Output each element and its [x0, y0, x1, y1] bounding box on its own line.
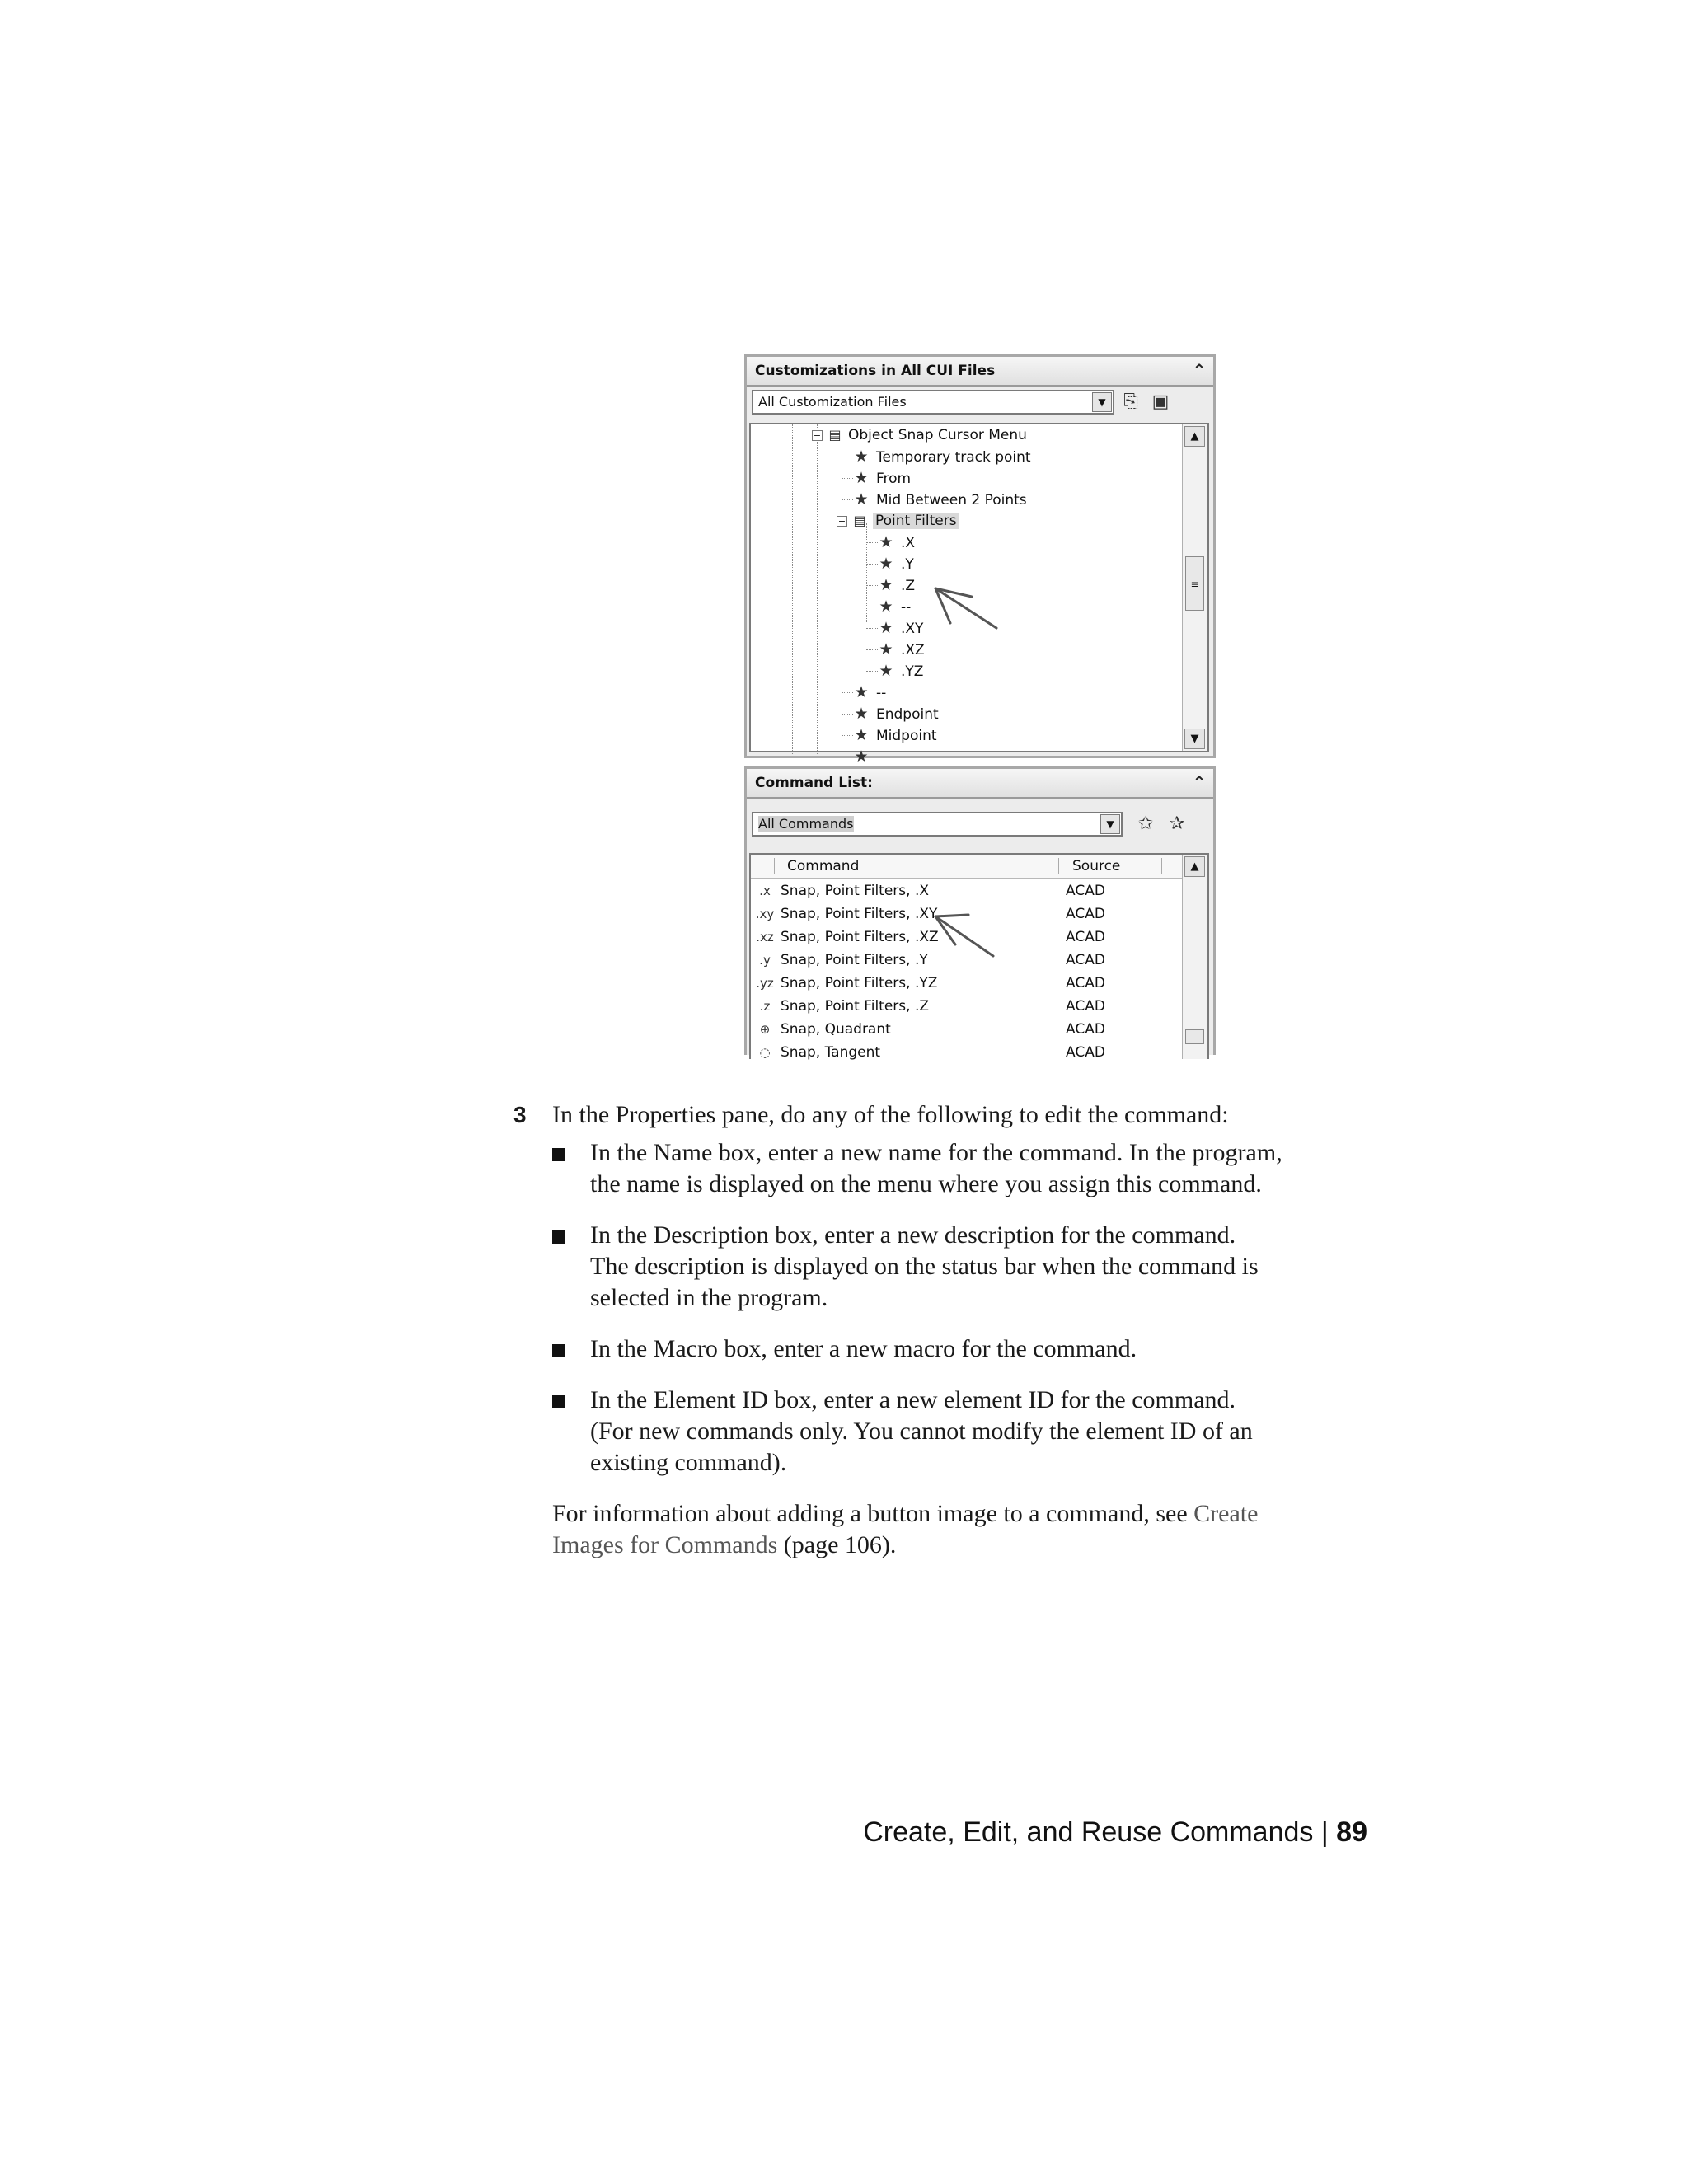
new-command-icon[interactable]: ✩	[1137, 813, 1154, 834]
star-icon: ★	[854, 726, 869, 744]
star-icon: ★	[879, 662, 893, 680]
command-filter-value: All Commands	[758, 816, 854, 832]
tree-node-temporary-track-point[interactable]: ★ Temporary track point	[851, 446, 1031, 467]
command-filter-combo[interactable]	[752, 812, 1123, 837]
command-row[interactable]: .xy Snap, Point Filters, .XY ACAD	[751, 902, 1183, 926]
bullet-description-box: In the Description box, enter a new description for the command. The description is displayed on the status bar when the command is selected in the program.	[590, 1221, 1259, 1311]
scroll-down-icon[interactable]: ▼	[1184, 729, 1205, 749]
tree-node-separator[interactable]: ★ --	[876, 596, 911, 617]
find-command-icon[interactable]: ✰	[1169, 813, 1185, 834]
tree-node-z[interactable]: ★ .Z	[876, 574, 915, 596]
star-icon: ★	[854, 469, 869, 487]
bullet-element-id-box: In the Element ID box, enter a new element ID for the command. (For new commands only. You cannot modify the element ID of an existing command).	[590, 1386, 1253, 1476]
scroll-up-icon[interactable]: ▲	[1184, 856, 1205, 877]
command-list-title: Command List:	[755, 775, 873, 791]
tree-node-mid-between-2-points[interactable]: ★ Mid Between 2 Points	[851, 489, 1027, 510]
tree-node-partial	[851, 746, 876, 767]
point-filter-yz-icon: .yz	[756, 976, 774, 991]
star-icon: ★	[879, 598, 893, 616]
command-row[interactable]: .z Snap, Point Filters, .Z ACAD	[751, 995, 1183, 1018]
collapse-icon[interactable]: ⌃	[1192, 360, 1207, 380]
star-icon: ★	[879, 576, 893, 594]
button-image-info: For information about adding a button image to a command, see Create Images for Commands (page 106).	[552, 1500, 1259, 1558]
tree-node-point-filters[interactable]: ▤ Point Filters	[851, 510, 959, 532]
star-icon: ★	[879, 533, 893, 551]
command-list-columns	[751, 855, 1183, 879]
command-row[interactable]: .xz Snap, Point Filters, .XZ ACAD	[751, 926, 1183, 949]
footer-separator: |	[1320, 1816, 1329, 1848]
command-list-scrollbar[interactable]	[1182, 855, 1207, 1059]
customizations-panel-header	[747, 357, 1213, 387]
tangent-icon: ◌	[759, 1045, 771, 1060]
customization-files-combo[interactable]	[752, 390, 1114, 415]
customizations-panel-title: Customizations in All CUI Files	[755, 363, 996, 379]
bullet-icon	[552, 1344, 565, 1357]
quadrant-icon: ⊕	[759, 1022, 771, 1037]
customizations-tree[interactable]	[749, 423, 1209, 766]
tree-node-midpoint[interactable]: ★ Midpoint	[851, 724, 937, 746]
collapse-node-icon[interactable]: −	[837, 516, 846, 527]
point-filter-xz-icon: .xz	[756, 930, 774, 944]
chevron-down-icon[interactable]: ▼	[1092, 392, 1112, 412]
customizations-panel	[744, 354, 1216, 766]
star-icon: ★	[879, 555, 893, 573]
point-filter-y-icon: .y	[759, 953, 771, 968]
column-command[interactable]: Command	[787, 858, 860, 874]
command-row[interactable]: .yz Snap, Point Filters, .YZ ACAD	[751, 972, 1183, 995]
collapse-icon[interactable]: ⌃	[1192, 772, 1207, 792]
cui-screenshot	[744, 354, 1216, 1061]
scroll-thumb[interactable]: ≡	[1185, 556, 1204, 611]
star-icon: ★	[854, 490, 869, 509]
step-intro: In the Properties pane, do any of the following to edit the command:	[552, 1101, 1229, 1128]
point-filter-xy-icon: .xy	[755, 907, 775, 921]
command-list-header	[747, 769, 1213, 799]
command-row[interactable]: ⊕ Snap, Quadrant ACAD	[751, 1018, 1183, 1041]
command-list[interactable]	[749, 853, 1209, 1059]
create-images-link[interactable]: Create	[1193, 1500, 1259, 1527]
open-file-icon[interactable]: ⎘	[1123, 391, 1138, 412]
bullet-icon	[552, 1230, 565, 1244]
bullet-name-box: In the Name box, enter a new name for the command. In the program, the name is displayed on the menu where you assign this command.	[590, 1139, 1282, 1197]
tree-node-separator[interactable]: ★ --	[851, 682, 886, 703]
tree-node-x[interactable]: ★ .X	[876, 532, 915, 553]
create-images-link-cont[interactable]: Images for Commands	[552, 1531, 778, 1558]
point-filter-x-icon: .x	[759, 883, 771, 898]
command-row[interactable]: .y Snap, Point Filters, .Y ACAD	[751, 949, 1183, 972]
command-list-panel	[744, 766, 1216, 1061]
bullet-icon	[552, 1395, 565, 1408]
bullet-icon	[552, 1148, 565, 1161]
tree-node-object-snap-cursor-menu[interactable]: ▤ Object Snap Cursor Menu	[827, 424, 1027, 446]
command-row[interactable]: .x Snap, Point Filters, .X ACAD	[751, 879, 1183, 902]
point-filter-z-icon: .z	[759, 999, 771, 1014]
scroll-thumb[interactable]	[1185, 1029, 1204, 1044]
tree-scrollbar[interactable]	[1182, 424, 1207, 751]
star-icon: ★	[854, 705, 869, 723]
tree-node-xy[interactable]: ★ .XY	[876, 617, 923, 639]
star-icon: ★	[879, 640, 893, 658]
customization-files-value: All Customization Files	[758, 394, 907, 410]
page-number: 89	[1336, 1816, 1367, 1848]
submenu-icon: ▤	[853, 513, 866, 528]
chevron-down-icon[interactable]: ▼	[1100, 814, 1120, 834]
star-icon: ★	[879, 619, 893, 637]
star-icon: ★	[854, 683, 869, 701]
save-icon[interactable]: ▣	[1151, 391, 1170, 412]
tree-node-xz[interactable]: ★ .XZ	[876, 639, 925, 660]
menu-icon: ▤	[828, 427, 842, 443]
section-title: Create, Edit, and Reuse Commands	[863, 1816, 1314, 1848]
step-number: 3	[513, 1102, 527, 1127]
bullet-macro-box: In the Macro box, enter a new macro for the command.	[590, 1335, 1137, 1362]
tree-node-from[interactable]: ★ From	[851, 467, 911, 489]
star-icon: ★	[854, 448, 869, 466]
command-row[interactable]: ◌ Snap, Tangent ACAD	[751, 1041, 1183, 1064]
tree-node-y[interactable]: ★ .Y	[876, 553, 914, 574]
column-source[interactable]: Source	[1072, 858, 1121, 874]
page-footer	[863, 1815, 1367, 1849]
star-icon: ★	[854, 748, 869, 766]
scroll-up-icon[interactable]: ▲	[1184, 426, 1205, 447]
tree-node-endpoint[interactable]: ★ Endpoint	[851, 703, 939, 724]
tree-node-yz[interactable]: ★ .YZ	[876, 660, 923, 682]
collapse-node-icon[interactable]: −	[813, 430, 822, 441]
